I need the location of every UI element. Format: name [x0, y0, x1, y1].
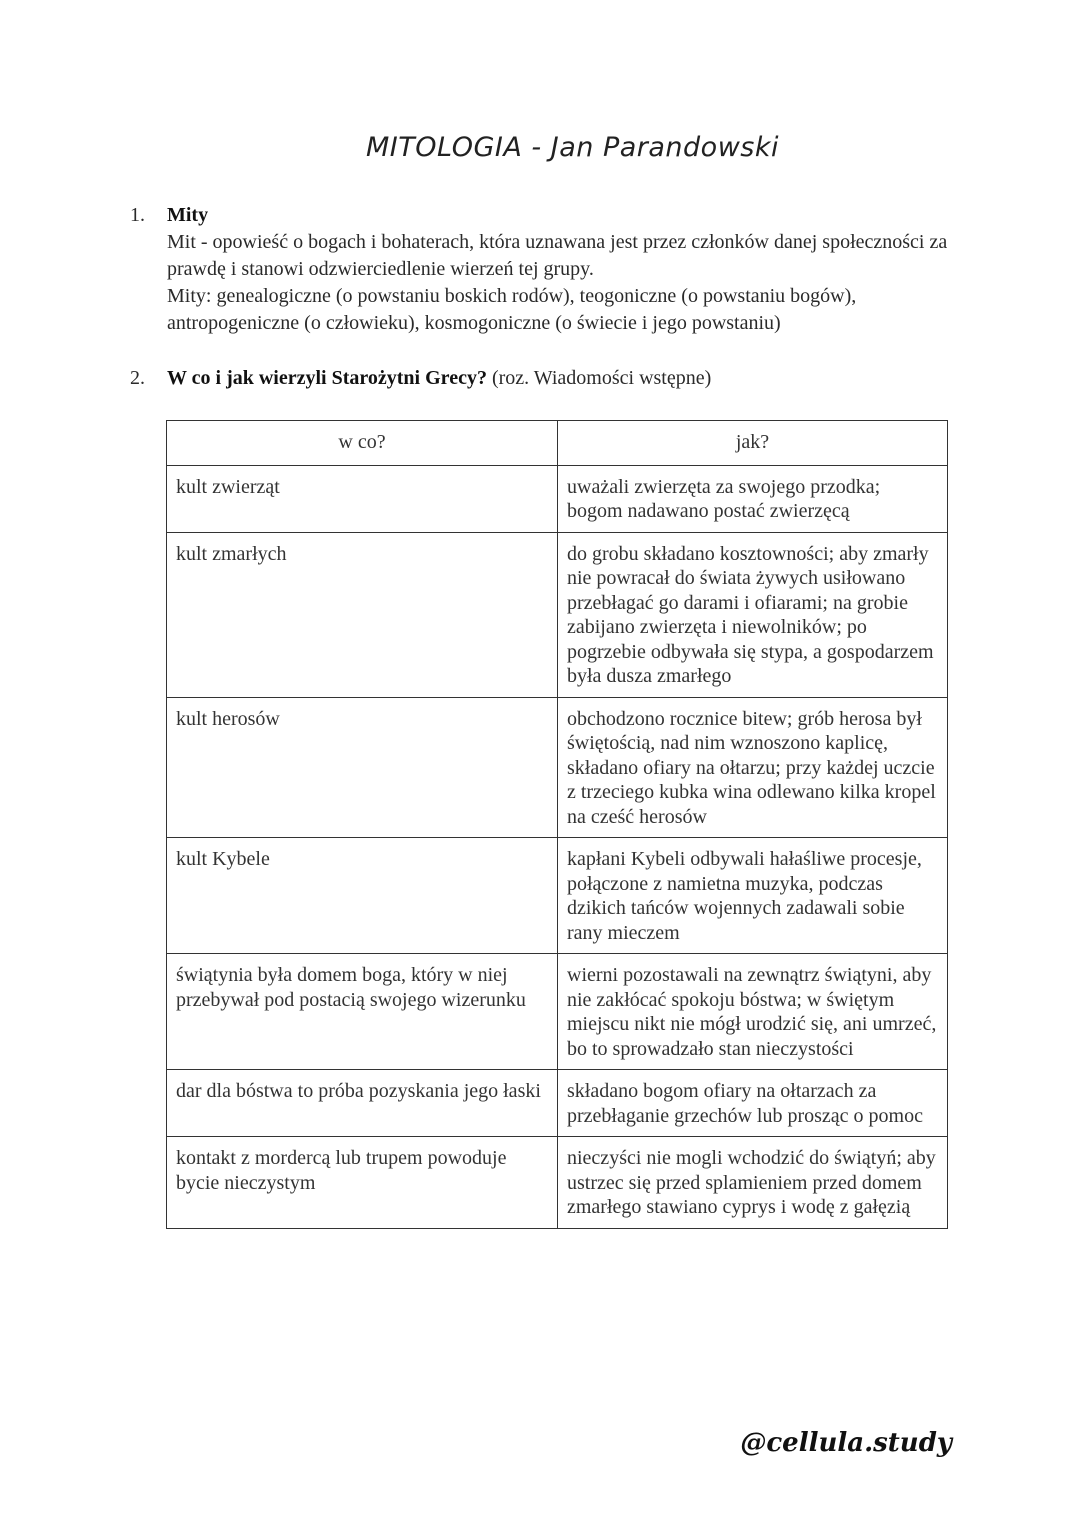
cell-how: składano bogom ofiary na ołtarzach za przebłaganie grzechów lub prosząc o pomoc	[558, 1070, 948, 1137]
table-header-row	[167, 421, 948, 466]
cell-what: świątynia była domem boga, który w niej przebywał pod postacią swojego wizerunku	[167, 954, 558, 1070]
cell-how: uważali zwierzęta za swojego przodka; bogom nadawano postać zwierzęcą	[558, 465, 948, 532]
column-header-what: w co?	[167, 421, 558, 466]
cell-what: kult zwierząt	[167, 465, 558, 532]
table-row	[167, 838, 948, 954]
section-body	[167, 202, 960, 337]
column-header-how: jak?	[558, 421, 948, 466]
cell-how: wierni pozostawali na zewnątrz świątyni, aby nie zakłócać spokoju bóstwa; w świętym miejscu nikt nie mógł urodzić się, ani umrzeć, bo to sprowadzało stan nieczystości	[558, 954, 948, 1070]
myth-definition: Mit - opowieść o bogach i bohaterach, która uznawana jest przez członków danej społeczności za prawdę i stanowi odzwierciedlenie wierzeń tej grupy.	[167, 231, 948, 280]
table-row	[167, 465, 948, 532]
beliefs-table	[166, 420, 948, 1229]
table-row	[167, 1137, 948, 1229]
table-row	[167, 532, 948, 697]
cell-what: kult herosów	[167, 697, 558, 838]
myth-types: Mity: genealogiczne (o powstaniu boskich rodów), teogoniczne (o powstaniu bogów), antropogeniczne (o człowieku), kosmogoniczne (o świecie i jego powstaniu)	[167, 285, 857, 334]
cell-what: dar dla bóstwa to próba pozyskania jego łaski	[167, 1070, 558, 1137]
section-myths	[130, 202, 960, 337]
cell-what: kult zmarłych	[167, 532, 558, 697]
cell-how: do grobu składano kosztowności; aby zmarły nie powracał do świata żywych usiłowano przebłagać go darami i ofiarami; na grobie zabijano zwierzęta i niewolników; po pogrzebie odbywała się stypa, a gospodarzem była dusza zmarłego	[558, 532, 948, 697]
table-row	[167, 954, 948, 1070]
cell-what: kult Kybele	[167, 838, 558, 954]
page-title: MITOLOGIA - Jan Parandowski	[366, 132, 779, 163]
section-heading: Mity	[167, 204, 209, 226]
cell-what: kontakt z mordercą lub trupem powoduje bycie nieczystym	[167, 1137, 558, 1229]
table-row	[167, 697, 948, 838]
section-beliefs	[130, 365, 960, 392]
section-note: (roz. Wiadomości wstępne)	[486, 367, 712, 389]
section-heading: W co i jak wierzyli Starożytni Grecy?	[167, 367, 487, 389]
cell-how: obchodzono rocznice bitew; grób herosa był świętością, nad nim wznoszono kaplicę, składano ofiary na ołtarzu; przy każdej uczcie z trzeciego kubka wina odlewano kilka kropel na cześć herosów	[558, 697, 948, 838]
section-number: 1.	[130, 204, 145, 226]
table-row	[167, 1070, 948, 1137]
section-number: 2.	[130, 367, 145, 389]
cell-how: kapłani Kybeli odbywali hałaśliwe procesje, połączone z namietna muzyka, podczas dzikich tańców wojennych zadawali sobie rany mieczem	[558, 838, 948, 954]
section-body	[167, 365, 960, 392]
author-signature: @cellula.study	[740, 1428, 952, 1458]
cell-how: nieczyści nie mogli wchodzić do świątyń; aby ustrzec się przed splamieniem przed domem zmarłego stawiano cyprys i wodę z gałęzią	[558, 1137, 948, 1229]
